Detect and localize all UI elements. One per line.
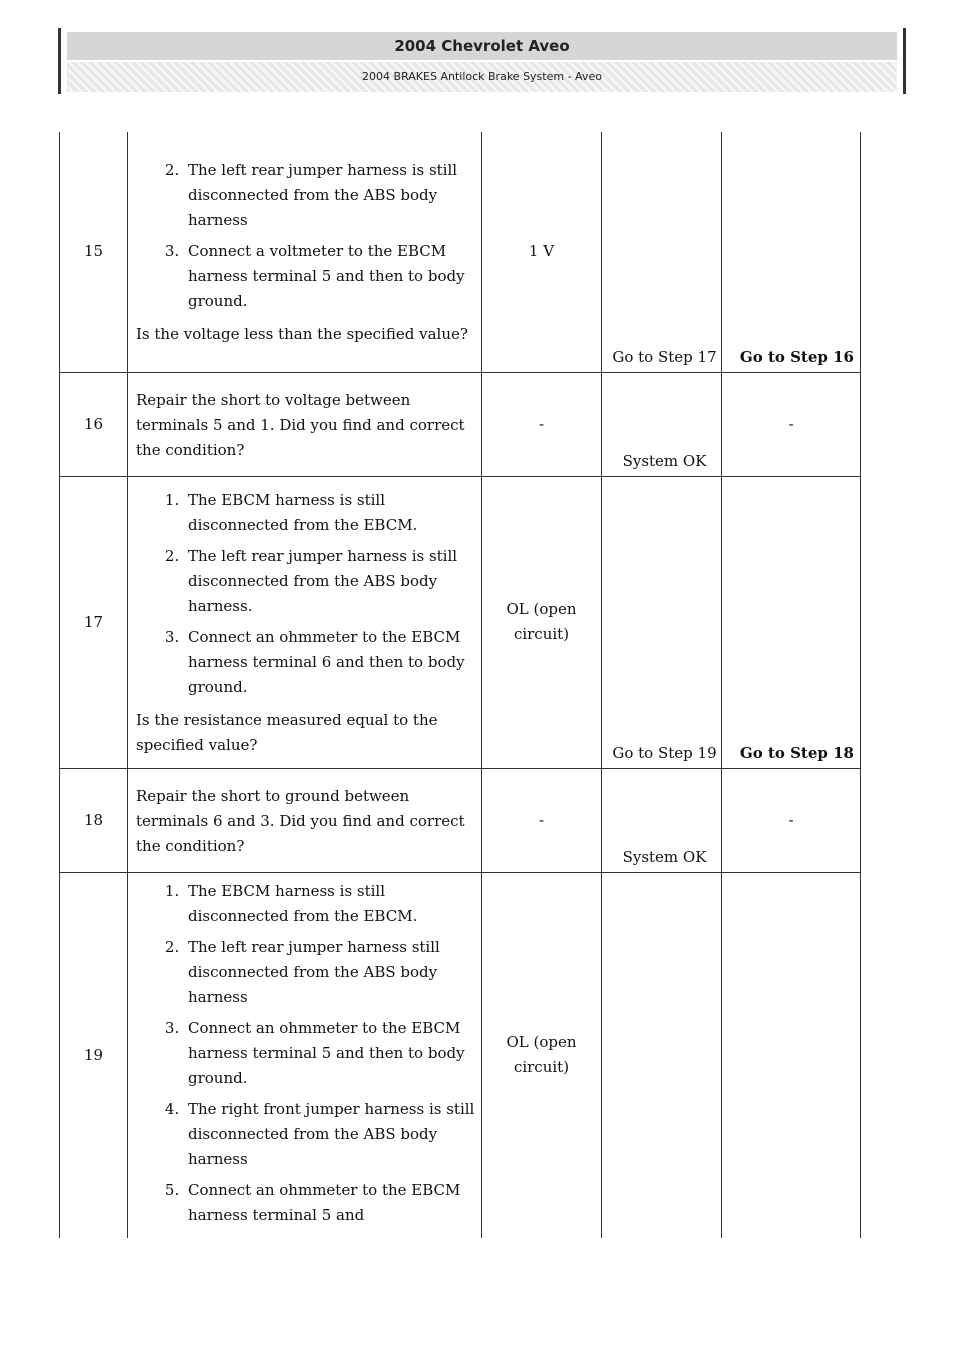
list-item: 2. The left rear jumper harness is still disconnected from the ABS body harness (184, 158, 477, 233)
step-list (136, 488, 477, 700)
step-list (136, 158, 477, 314)
list-item: 2. The left rear jumper harness still disconnected from the ABS body harness (184, 935, 477, 1010)
table-row (60, 476, 861, 768)
document-title: 2004 Chevrolet Aveo (67, 32, 897, 60)
step-no: - (722, 372, 861, 476)
step-action (128, 476, 482, 768)
table-row (60, 872, 861, 1238)
table-row (60, 768, 861, 872)
step-action (128, 768, 482, 872)
step-yes: System OK (602, 768, 722, 872)
list-item: 3. Connect an ohmmeter to the EBCM harness terminal 5 and then to body ground. (184, 1016, 477, 1091)
step-yes (602, 872, 722, 1238)
table-row (60, 132, 861, 372)
step-yes: System OK (602, 372, 722, 476)
step-number: 16 (60, 372, 128, 476)
list-item: 3. Connect a voltmeter to the EBCM harness terminal 5 and then to body ground. (184, 239, 477, 314)
list-item: 1. The EBCM harness is still disconnected from the EBCM. (184, 488, 477, 538)
step-no: Go to Step 18 (722, 476, 861, 768)
step-number: 19 (60, 872, 128, 1238)
step-yes: Go to Step 17 (602, 132, 722, 372)
step-number: 15 (60, 132, 128, 372)
table-row (60, 372, 861, 476)
step-question: Repair the short to voltage between terminals 5 and 1. Did you find and correct the condition? (136, 390, 465, 459)
step-value: OL (open circuit) (482, 476, 602, 768)
step-question: Repair the short to ground between terminals 6 and 3. Did you find and correct the condition? (136, 786, 465, 855)
step-value: - (482, 768, 602, 872)
step-number: 17 (60, 476, 128, 768)
document-subtitle: 2004 BRAKES Antilock Brake System - Aveo (67, 62, 897, 92)
step-yes: Go to Step 19 (602, 476, 722, 768)
step-action (128, 372, 482, 476)
step-no (722, 872, 861, 1238)
step-no: Go to Step 16 (722, 132, 861, 372)
step-number: 18 (60, 768, 128, 872)
list-item: 5. Connect an ohmmeter to the EBCM harness terminal 5 and (184, 1178, 477, 1228)
page-header (58, 28, 906, 94)
diagnostic-table (59, 132, 861, 1238)
step-no: - (722, 768, 861, 872)
step-action (128, 872, 482, 1238)
step-value: OL (open circuit) (482, 872, 602, 1238)
step-value: - (482, 372, 602, 476)
step-action (128, 132, 482, 372)
list-item: 3. Connect an ohmmeter to the EBCM harness terminal 6 and then to body ground. (184, 625, 477, 700)
step-value: 1 V (482, 132, 602, 372)
list-item: 4. The right front jumper harness is still disconnected from the ABS body harness (184, 1097, 477, 1172)
step-list (136, 879, 477, 1228)
list-item: 1. The EBCM harness is still disconnected from the EBCM. (184, 879, 477, 929)
step-question: Is the resistance measured equal to the specified value? (136, 711, 438, 754)
list-item: 2. The left rear jumper harness is still disconnected from the ABS body harness. (184, 544, 477, 619)
step-question: Is the voltage less than the specified value? (136, 325, 468, 344)
